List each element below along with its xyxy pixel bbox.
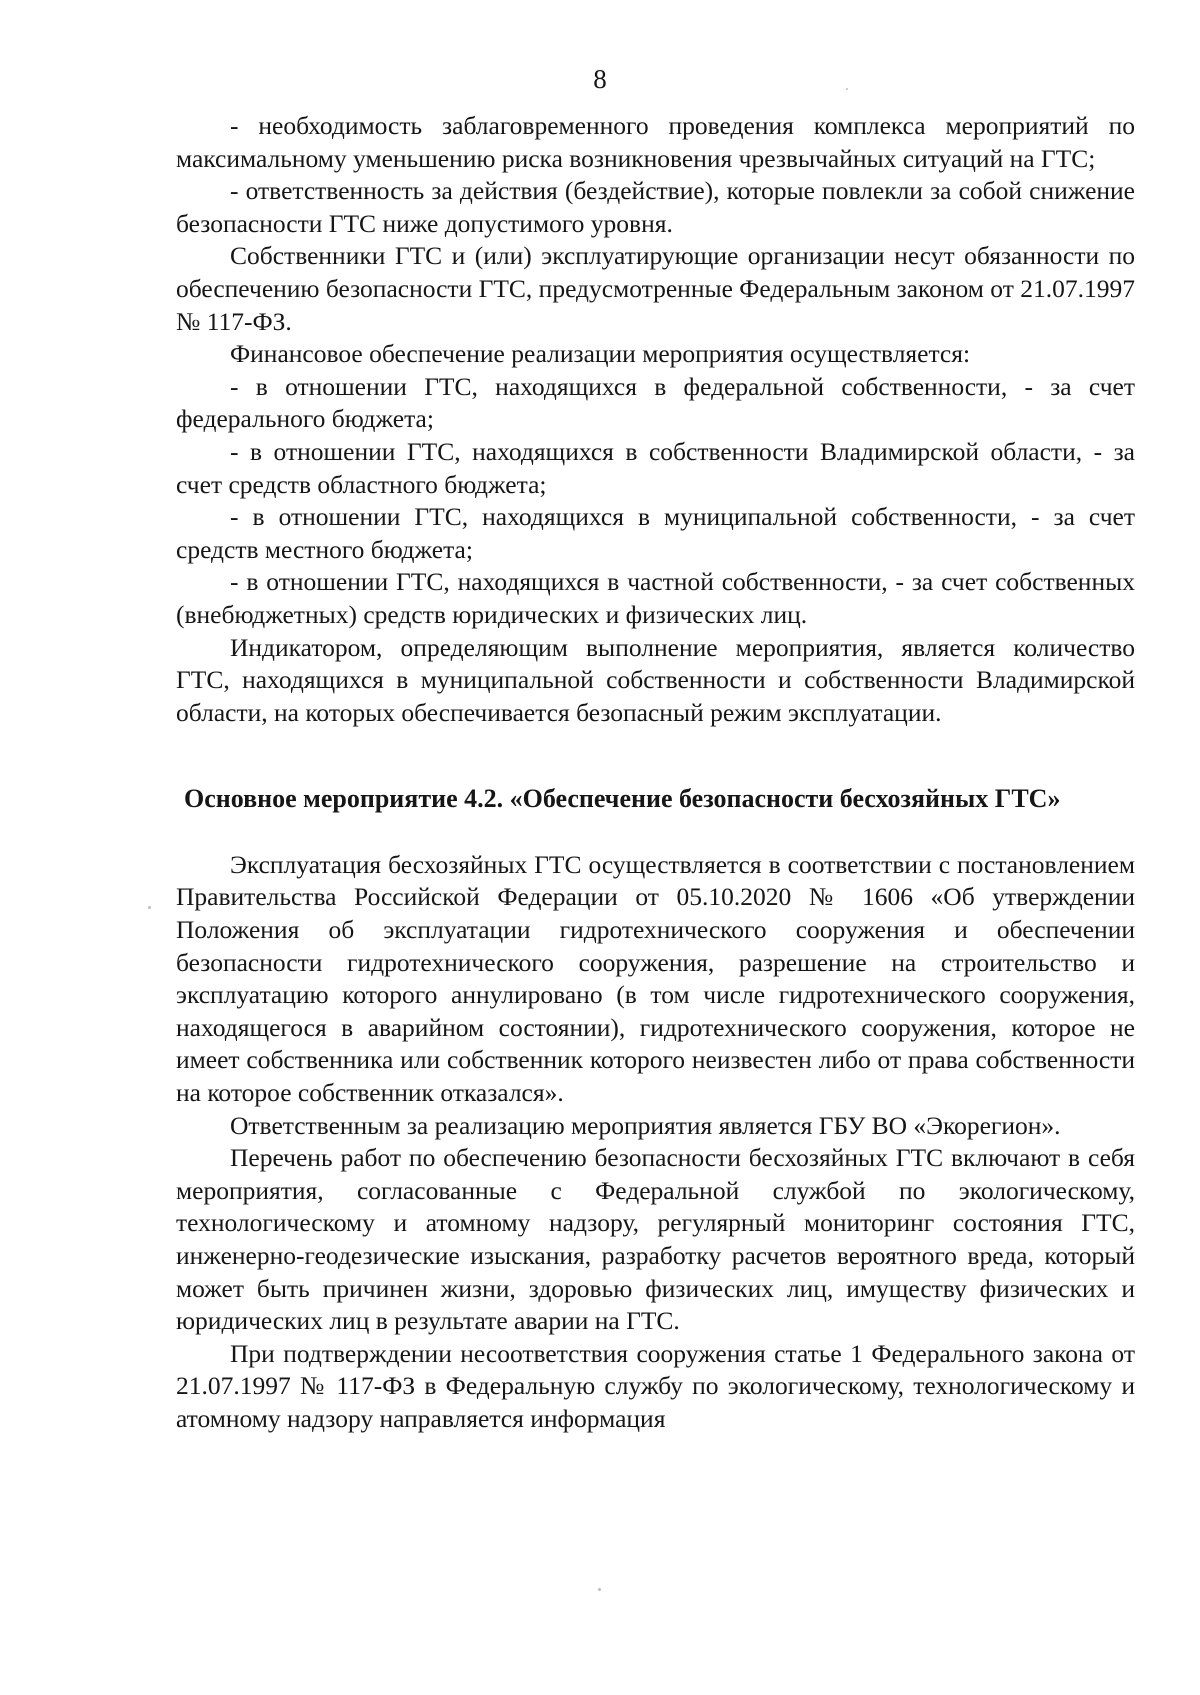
scan-speck <box>148 906 151 909</box>
scan-speck <box>846 88 848 90</box>
list-item-local-budget: - в отношении ГТС, находящихся в муниципальной собственности, - за счет средств местного бюджета; <box>176 502 1135 564</box>
paragraph-responsible-party: Ответственным за реализацию мероприятия является ГБУ ВО «Экорегион». <box>230 1110 1061 1140</box>
paragraph-financing-intro: Финансовое обеспечение реализации мероприятия осуществляется: <box>230 339 971 369</box>
paragraph-ownerless-operation: Эксплуатация бесхозяйных ГТС осуществляется в соответствии с постановлением Правительства Российской Федерации от 05.10.2020 № 1606 «Об утверждении Положения об эксплуатации гидротехнического сооружения и обеспечении безопасности гидротехнического сооружения, разрешение на строительство и эксплуатацию которого аннулировано (в том числе гидротехнического сооружения, находящегося в аварийном состоянии), гидротехнического сооружения, которое не имеет собственника или собственник которого неизвестен либо от права собственности на которое собственник отказался». <box>176 849 1135 1108</box>
paragraph-works-list: Перечень работ по обеспечению безопасности бесхозяйных ГТС включают в себя мероприятия, согласованные с Федеральной службой по экологическому, технологическому и атомному надзору, регулярный мониторинг состояния ГТС, инженерно-геодезические изыскания, разработку расчетов вероятного вреда, который может быть причинен жизни, здоровью физических лиц, имуществу физических и юридических лиц в результате аварии на ГТС. <box>176 1143 1135 1336</box>
list-item-necessity: - необходимость заблаговременного проведения комплекса мероприятий по максимальному уменьшению риска возникновения чрезвычайных ситуаций на ГТС; <box>176 111 1135 173</box>
scan-speck <box>598 1588 601 1591</box>
list-item-responsibility: - ответственность за действия (бездействие), которые повлекли за собой снижение безопасности ГТС ниже допустимого уровня. <box>176 176 1135 238</box>
document-body <box>176 110 1135 1436</box>
paragraph-indicator: Индикатором, определяющим выполнение мероприятия, является количество ГТС, находящихся в муниципальной собственности и собственности Владимирской области, на которых обеспечивается безопасный режим эксплуатации. <box>176 632 1135 727</box>
list-item-regional-budget: - в отношении ГТС, находящихся в собственности Владимирской области, - за счет средств областного бюджета; <box>176 436 1135 499</box>
list-item-private-funds: - в отношении ГТС, находящихся в частной собственности, - за счет собственных (внебюджетных) средств юридических и физических лиц. <box>176 567 1135 629</box>
list-item-federal-budget: - в отношении ГТС, находящихся в федеральной собственности, - за счет федерального бюджета; <box>176 371 1135 434</box>
paragraph-nonconformity: При подтверждении несоответствия сооружения статье 1 Федерального закона от 21.07.1997 № 117-ФЗ в Федеральную службу по экологическому, технологическому и атомному надзору направляется информация <box>176 1338 1135 1433</box>
page-number: 8 <box>593 64 607 94</box>
section-title: Основное мероприятие 4.2. «Обеспечение безопасности бесхозяйных ГТС» <box>184 784 1061 814</box>
paragraph-owners-duties: Собственники ГТС и (или) эксплуатирующие организации несут обязанности по обеспечению безопасности ГТС, предусмотренные Федеральным законом от 21.07.1997 № 117-ФЗ. <box>176 241 1135 336</box>
